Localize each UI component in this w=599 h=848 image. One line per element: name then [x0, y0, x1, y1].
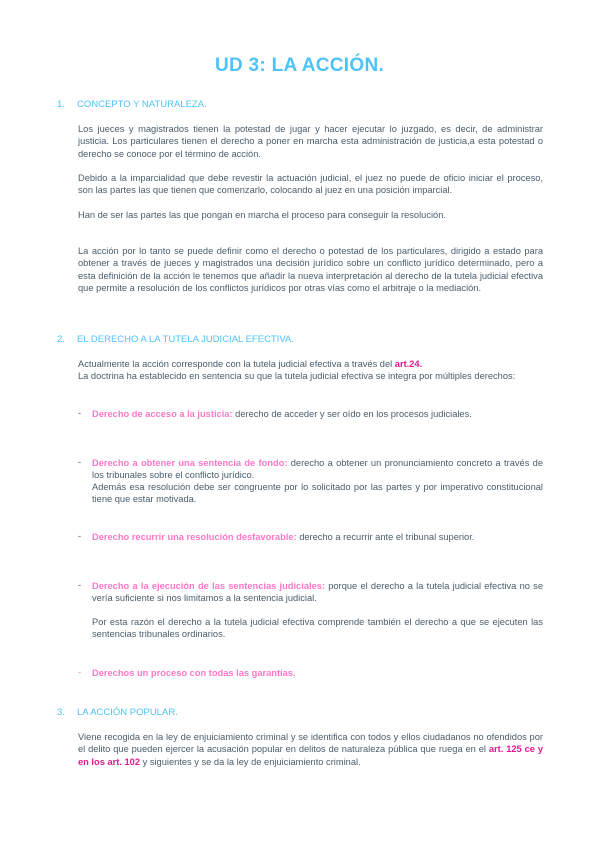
- paragraph: La acción por lo tanto se puede definir como el derecho o potestad de los particulares, dirigido a estado para obtener a través de jueces y magistrados una decisión jurídico sobre un conflicto jurídico determinado, pero a esta definición de la acción le tenemos que añadir la nueva interpretación al derecho de la tutela judicial efectiva que permite a resolución de los conflictos jurídicos por otras vías como el arbitraje o la mediación.: [78, 246, 543, 294]
- list-item: [92, 531, 543, 543]
- article-reference: art.24.: [394, 359, 423, 369]
- definition: derecho de acceder y ser oído en los procesos judiciales.: [232, 409, 472, 419]
- list-bullet: -: [78, 408, 82, 418]
- definition: porque el derecho a la tutela judicial efectiva no se vería suficiente si nos limitamos a la sentencia judicial.: [92, 581, 543, 604]
- text-run: y siguientes y se da la ley de enjuiciamiento criminal.: [140, 756, 361, 767]
- section-number: 2.: [57, 334, 65, 345]
- paragraph: La doctrina ha establecido en sentencia su que la tutela judicial efectiva se integra por múltiples derechos:: [78, 371, 516, 381]
- section-title: CONCEPTO Y NATURALEZA.: [77, 99, 207, 110]
- list-item: [92, 408, 543, 420]
- list-bullet: -: [78, 580, 82, 590]
- section-title: EL DERECHO A LA TUTELA JUDICIAL EFECTIVA.: [77, 334, 294, 345]
- paragraph: Debido a la imparcialidad que debe revestir la actuación judicial, el juez no puede de oficio iniciar el proceso, son las partes las que tienen que comenzarlo, colocando al juez en una posición imparcial.: [78, 173, 543, 196]
- paragraph: Han de ser las partes las que pongan en marcha el proceso para conseguir la resolución.: [78, 210, 446, 220]
- list-item: [92, 667, 543, 679]
- term: Derecho a la ejecución de las sentencias judiciales:: [92, 581, 326, 591]
- term: Derecho de acceso a la justicia:: [92, 409, 233, 419]
- paragraph: Los jueces y magistrados tienen la potestad de jugar y hacer ejecutar lo juzgado, es decir, de administrar justicia. Los particulares tienen el derecho a poner en marcha esta administración de justicia,a esta potestad o derecho se conoce por el término de acción.: [78, 124, 543, 159]
- definition: derecho a obtener un pronunciamiento concreto a través de los tribunales sobre el conflicto jurídico.: [92, 458, 543, 481]
- section-title: LA ACCIÓN POPULAR.: [77, 707, 178, 718]
- section-1-heading: [57, 99, 207, 110]
- section-3-heading: [57, 707, 178, 718]
- paragraph: [78, 358, 543, 370]
- page-title: UD 3: LA ACCIÓN.: [214, 55, 385, 76]
- list-item: [92, 457, 543, 482]
- section-number: 3.: [57, 707, 65, 718]
- article-reference: art. 125 ce y en los art. 102: [78, 744, 543, 767]
- list-bullet: -: [78, 457, 82, 467]
- paragraph: Además esa resolución debe ser congruente por lo solicitado por las partes y por imperativo constitucional tiene que estar motivada.: [92, 482, 543, 505]
- paragraph: Por esta razón el derecho a la tutela judicial efectiva comprende también el derecho a que se ejecuten las sentencias tribunales ordinarios.: [92, 617, 543, 640]
- text-run: Viene recogida en la ley de enjuiciamiento criminal y se identifica con todos y ellos ciudadanos no ofendidos por el delito que pueden ejercer la acusación popular en delitos de naturaleza pública que ruega en el: [78, 732, 543, 755]
- definition: derecho a recurrir ante el tribunal superior.: [296, 532, 475, 542]
- list-bullet: -: [78, 531, 82, 541]
- section-number: 1.: [57, 99, 65, 110]
- term: Derecho a obtener una sentencia de fondo:: [92, 458, 288, 468]
- list-item: [92, 580, 543, 605]
- paragraph: [78, 731, 543, 768]
- list-bullet: -: [78, 667, 82, 677]
- text-run: Actualmente la acción corresponde con la tutela judicial efectiva a través del: [78, 359, 395, 369]
- term: Derechos un proceso con todas las garantías.: [92, 668, 296, 678]
- term: Derecho recurrir una resolución desfavorable:: [92, 532, 297, 542]
- section-2-heading: [57, 334, 294, 345]
